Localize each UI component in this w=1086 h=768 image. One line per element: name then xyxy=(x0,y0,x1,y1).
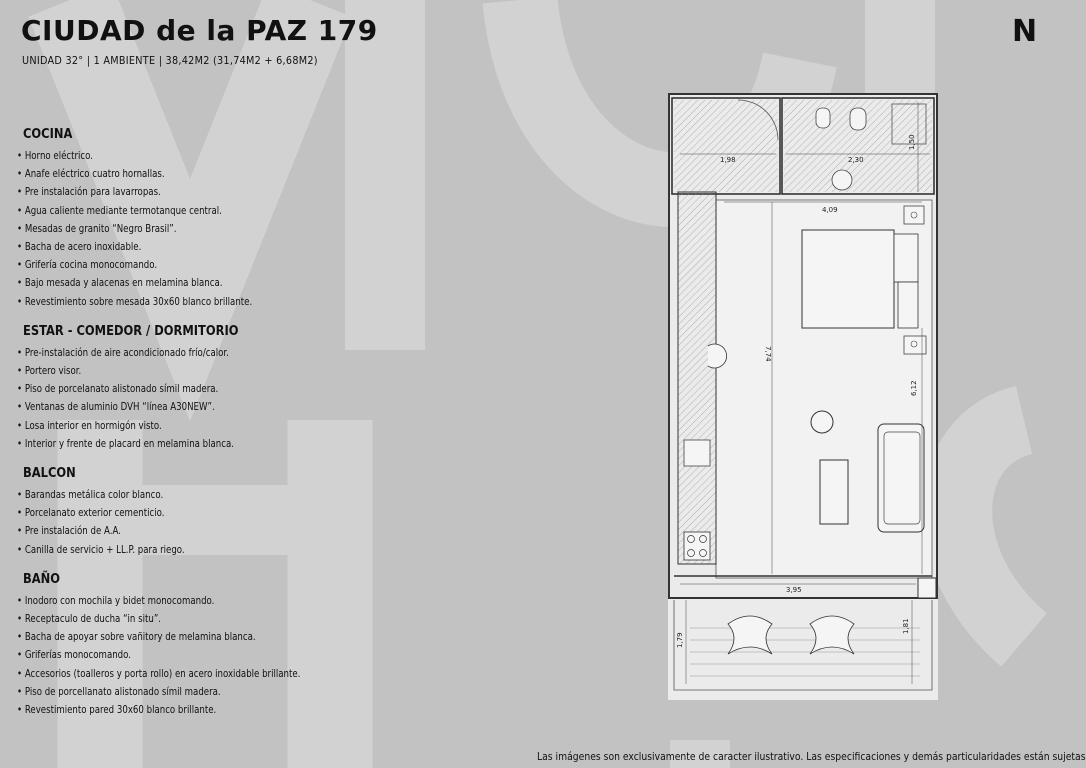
floor-plan xyxy=(660,88,950,708)
dimension-label: 7,74 xyxy=(764,346,772,362)
toilet xyxy=(850,108,866,130)
side-box xyxy=(904,206,924,224)
bed-pillow-area xyxy=(894,234,918,282)
list-item: • Losa interior en hormigón visto. xyxy=(17,417,271,435)
sofa xyxy=(878,424,924,532)
sink xyxy=(832,170,852,190)
list-item: • Piso de porcellanato alistonado símil madera. xyxy=(17,683,271,701)
dimension-label: 1,50 xyxy=(908,134,916,150)
list-item: • Griferías monocomando. xyxy=(17,646,271,664)
list-item: • Canilla de servicio + LL.P. para riego. xyxy=(17,541,271,559)
coffee-table xyxy=(820,460,848,524)
nightstand xyxy=(898,282,918,328)
list-item: • Revestimiento sobre mesada 30x60 blanco brillante. xyxy=(17,293,271,311)
section-title-bano: BAÑO xyxy=(23,570,60,587)
cooktop xyxy=(684,532,710,560)
list-item: • Pre instalación de A.A. xyxy=(17,522,271,540)
night-table xyxy=(904,336,926,354)
list-cocina xyxy=(17,147,327,311)
bidet xyxy=(816,108,830,128)
list-item: • Mesadas de granito “Negro Brasil”. xyxy=(17,220,271,238)
list-balcon xyxy=(17,486,327,559)
list-item: • Bacha de acero inoxidable. xyxy=(17,238,271,256)
dimension-label: 2,30 xyxy=(848,156,864,164)
list-estar xyxy=(17,344,327,453)
list-item: • Anafe eléctrico cuatro hornallas. xyxy=(17,165,271,183)
list-item: • Portero visor. xyxy=(17,362,271,380)
disclaimer-text: Las imágenes son exclusivamente de caracter ilustrativo. Las especificaciones y demás particularidades están sujetas xyxy=(537,751,1086,763)
balcony-column xyxy=(918,578,936,598)
list-item: • Ventanas de aluminio DVH “línea A30NEW”. xyxy=(17,398,271,416)
list-item: • Receptaculo de ducha “in situ”. xyxy=(17,610,271,628)
list-item: • Porcelanato exterior cementicio. xyxy=(17,504,271,522)
list-item: • Inodoro con mochila y bidet monocomando. xyxy=(17,592,271,610)
dimension-label: 1,98 xyxy=(720,156,736,164)
list-item: • Bajo mesada y alacenas en melamina blanca. xyxy=(17,274,271,292)
list-item: • Pre-instalación de aire acondicionado frío/calor. xyxy=(17,344,271,362)
section-title-estar: ESTAR - COMEDOR / DORMITORIO xyxy=(23,322,239,339)
dimension-label: 4,09 xyxy=(822,206,838,214)
brand-logo-fragment: N xyxy=(1012,14,1038,49)
dimension-label: 6,12 xyxy=(910,380,918,396)
list-item: • Revestimiento pared 30x60 blanco brillante. xyxy=(17,701,271,719)
entry-hatch xyxy=(674,100,778,192)
list-item: • Bacha de apoyar sobre vañitory de melamina blanca. xyxy=(17,628,271,646)
list-item: • Barandas metálica color blanco. xyxy=(17,486,271,504)
specifications-list xyxy=(17,126,327,731)
dimension-label: 3,95 xyxy=(786,586,802,594)
section-title-cocina: COCINA xyxy=(23,126,73,142)
page-title: CIUDAD de la PAZ 179 xyxy=(21,14,378,47)
list-item: • Piso de porcelanato alistonado símil madera. xyxy=(17,380,271,398)
dimension-label: 1,79 xyxy=(676,632,684,648)
dimension-label: 1,81 xyxy=(902,618,910,634)
list-item: • Pre instalación para lavarropas. xyxy=(17,183,271,201)
list-item: • Interior y frente de placard en melamina blanca. xyxy=(17,435,271,453)
unit-subtitle: UNIDAD 32° | 1 AMBIENTE | 38,42M2 (31,74M2 + 6,68M2) xyxy=(22,54,318,67)
list-item: • Horno eléctrico. xyxy=(17,147,271,165)
kitchen-counter xyxy=(678,192,716,564)
section-title-balcon: BALCON xyxy=(23,465,76,482)
bed xyxy=(802,230,894,328)
list-item: • Grifería cocina monocomando. xyxy=(17,256,271,274)
list-bano xyxy=(17,592,327,719)
round-table xyxy=(811,411,833,433)
list-item: • Accesorios (toalleros y porta rollo) en acero inoxidable brillante. xyxy=(17,665,271,683)
kitchen-sink xyxy=(684,440,710,466)
list-item: • Agua caliente mediante termotanque central. xyxy=(17,202,271,220)
